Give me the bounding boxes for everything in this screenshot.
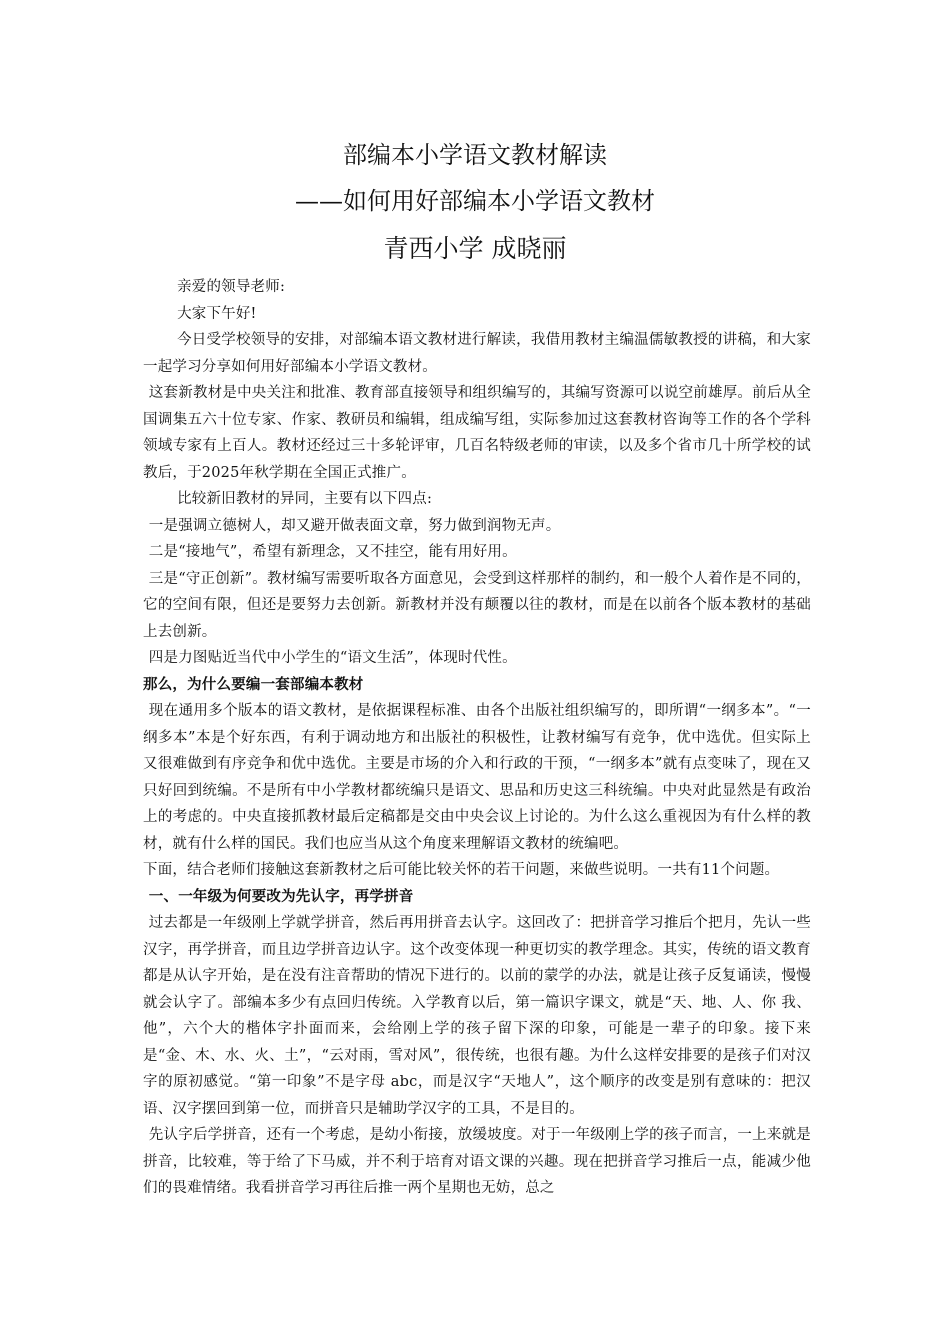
paragraph-point-4: 四是力图贴近当代中小学生的“语文生活”，体现时代性。 [148, 650, 517, 666]
section-heading-why: 那么，为什么要编一套部编本教材 [143, 675, 364, 693]
paragraph-point-1: 一是强调立德树人，却又避开做表面文章，努力做到润物无声。 [148, 517, 561, 534]
document-title: 部编本小学语文教材解读 [343, 141, 607, 169]
paragraph-salutation: 大家下午好! [177, 305, 257, 322]
paragraph-greeting: 亲爱的领导老师: [177, 279, 286, 295]
paragraph-questions-lead: 下面，结合老师们接触这套新教材之后可能比较关怀的若干问题，来做些说明。一共有11个问题。 [143, 862, 780, 878]
paragraph-comparison-lead: 比较新旧教材的异同，主要有以下四点: [177, 491, 433, 507]
paragraph-point-2: 二是“接地气”，希望有新理念，又不挂空，能有用好用。 [148, 544, 517, 560]
paragraph-background: 这套新教材是中央关注和批准、教育部直接领导和组织编写的，其编写资源可以说空前雄厚。前后从全国调集五六十位专家、作家、教研员和编辑，组成编写组，实际参加过这套教材咨询等工作的各个学科领域专家有上百人。教材还经过三十多轮评审，几百名特级老师的审读，以及多个省市几十所学校的试教后，于2025年秋学期在全国正式推广。 [143, 385, 811, 481]
document-body [143, 274, 811, 1202]
document-subtitle: ——如何用好部编本小学语文教材 [295, 187, 655, 215]
section-heading-1: 一、一年级为何要改为先认字，再学拼音 [148, 887, 414, 905]
paragraph-why: 现在通用多个版本的语文教材，是依据课程标准、由各个出版社组织编写的，即所谓“一纲多本”。“一纲多本”本是个好东西，有利于调动地方和出版社的积极性，让教材编写有竞争，优中选优。但实际上又很难做到有序竞争和优中选优。主要是市场的介入和行政的干预，“一纲多本”就有点变味了，现在又只好回到统编。不是所有中小学教材都统编只是语文、思品和历史这三科统编。中央对此显然是有政治上的考虑的。中央直接抓教材最后定稿都是交由中央会议上讨论的。为什么这么重视因为有什么样的教材，就有什么样的国民。我们也应当从这个角度来理解语文教材的统编吧。 [143, 703, 811, 852]
paragraph-section-1-cont: 先认字后学拼音，还有一个考虑，是幼小衔接，放缓坡度。对于一年级刚上学的孩子而言，一上来就是拼音，比较难，等于给了下马威，并不利于培育对语文课的兴趣。现在把拼音学习推后一点，能减少他们的畏难情绪。我看拼音学习再往后推一两个星期也无妨，总之 [143, 1127, 811, 1196]
title-block [0, 132, 950, 274]
paragraph-point-3: 三是“守正创新”。教材编写需要听取各方面意见，会受到这样那样的制约，和一般个人着作是不同的，它的空间有限，但还是要努力去创新。新教材并没有颠覆以往的教材，而是在以前各个版本教材的基础上去创新。 [143, 570, 811, 640]
document-author: 青西小学 成晓丽 [383, 234, 567, 263]
paragraph-section-1: 过去都是一年级刚上学就学拼音，然后再用拼音去认字。这回改了：把拼音学习推后个把月，先认一些汉字，再学拼音，而且边学拼音边认字。这个改变体现一种更切实的教学理念。其实，传统的语文教育都是从认字开始，是在没有注音帮助的情况下进行的。以前的蒙学的办法，就是让孩子反复诵读，慢慢就会认字了。部编本多少有点回归传统。入学教育以后，第一篇识字课文，就是“天、地、人、你 我、他”，六个大的楷体字扑面而来，会给刚上学的孩子留下深的印象，可能是一辈子的印象。接下来是“金、木、水、火、土”，“云对雨，雪对风”，很传统，也很有趣。为什么这样安排要的是孩子们对汉字的原初感觉。“第一印象”不是字母 abc，而是汉字“天地人”，这个顺序的改变是别有意味的：把汉语、汉字摆回到第一位，而拼音只是辅助学汉字的工具，不是目的。 [143, 915, 811, 1117]
paragraph-intro: 今日受学校领导的安排，对部编本语文教材进行解读，我借用教材主编温儒敏教授的讲稿，和大家一起学习分享如何用好部编本小学语文教材。 [143, 332, 811, 375]
